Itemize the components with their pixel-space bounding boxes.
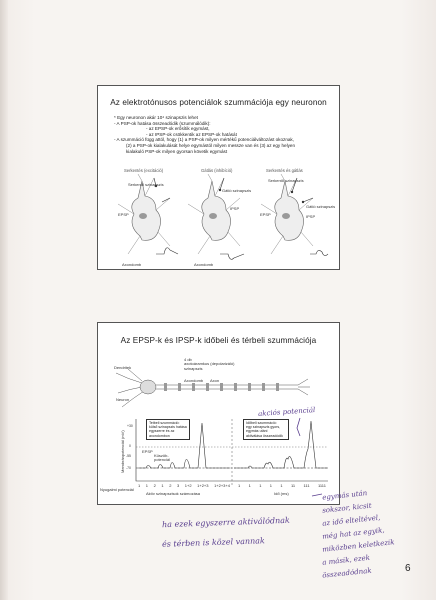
handwritten-note-bottom-1: ha ezek egyszerre aktiválódnak	[161, 515, 290, 530]
label-ipsp-3: IPSP	[306, 214, 316, 219]
x-axis-label-right: Idő (ms)	[274, 491, 289, 496]
bullet-line: - az EPSP-ok erősítik egymást,	[146, 126, 210, 132]
handwritten-note-right	[321, 486, 432, 580]
tick: 1	[145, 483, 149, 488]
tick: 1	[248, 483, 251, 488]
handwritten-note-bottom-2: és térben is közel vannak	[161, 536, 265, 549]
label-excitatory-synapse-3: Serkentő szinapszis	[268, 178, 304, 183]
bullet-line: - A szummáció függ attól, hogy (1) a PSP-ok milyen mértékű potenciálváltozást okoznak,	[114, 137, 295, 143]
note-line: egymás után	[321, 489, 368, 502]
label-inhibitory-synapse-3: Gátló szinapszis	[306, 204, 336, 209]
tick: 1	[238, 483, 241, 488]
tick: 1	[280, 483, 283, 488]
tick: 1	[259, 483, 262, 488]
label-axon-hillock-2: Axondomb	[194, 262, 214, 267]
bullet-line: - az IPSP-ok csökkentik az EPSP-ok hatását	[146, 131, 237, 137]
panel-header-inhibition: Gátlás (inhibíció)	[201, 168, 233, 173]
label-axon: Axon	[210, 378, 220, 383]
label-excitatory-synapse: Serkentő szinapszis	[128, 182, 164, 187]
x-ticks-right	[238, 483, 326, 488]
slide2-title: Az EPSP-k és IPSP-k időbeli és térbeli szummációja	[120, 336, 317, 345]
box-temporal-summation: Időbeli szummáció: egy szinapszis gyors, egymás utáni aktiválása összeadódik	[243, 419, 289, 440]
tick: 1	[269, 483, 273, 488]
note-line: sokszor, kicsit	[321, 501, 373, 515]
binder-edge	[0, 0, 8, 600]
tick: 1+2+3+4	[214, 483, 230, 488]
slide-electrotonic-summation	[97, 85, 340, 270]
bullet-line: (2) a PSP-ok kialakulását helye egymástól milyen messze van és (3) az egy helyen	[126, 142, 296, 148]
label-resting-potential: Nyugalmi potenciál	[100, 487, 134, 492]
label-axon-hillock: Axondomb	[184, 378, 204, 383]
note-line: még hat az egyik,	[321, 526, 385, 541]
tick: 3	[176, 483, 180, 488]
panel-header-excitation: Serkentés (excitáció)	[124, 168, 164, 173]
handwritten-note-action-potential: akciós potenciál	[257, 406, 316, 418]
note-line: az idő elteltével,	[321, 513, 381, 528]
label-ipsp: IPSP	[230, 206, 240, 211]
label-epsp: EPSP	[142, 449, 153, 454]
neuron-diagrams	[98, 86, 341, 271]
bullet-line: - A PSP-ok hatása összeadódik (szummálódik):	[114, 120, 211, 126]
box-spatial-summation: Tetbeli szummáció: külső szinapszis hatása egyszerre és az axondombon	[146, 419, 190, 440]
x-ticks-left	[138, 483, 230, 488]
note-line: összeadódnak	[321, 566, 372, 580]
bullet-line: * Egy neuronon akár 10⁴ szinapszis lehet	[114, 115, 198, 120]
tick: 111	[303, 483, 310, 488]
note-line: a másik, ezek	[321, 553, 371, 567]
tick: 1+2+3	[197, 483, 209, 488]
bullet-line: kialakuló PSP-ok milyen gyorsan követik egymást	[126, 148, 228, 154]
label-synapses: 4 db axotoáramkus (depolarizáló) szinapszis	[184, 357, 235, 371]
panel-header-both: Serkentés és gátlás	[266, 168, 303, 173]
label-epsp: EPSP	[118, 212, 129, 217]
x-axis-label-left: Aktív szinapszisok számozása	[146, 491, 201, 496]
page-number: 6	[405, 563, 411, 574]
tick: 2	[169, 483, 172, 488]
note-line: miközben keletkezik	[321, 538, 395, 554]
tick: 1+2	[184, 483, 192, 488]
tick: 2	[153, 483, 156, 488]
y-tick: -70	[126, 466, 131, 470]
slide1-title: Az elektrotónusos potenciálok szummációja egy neuronon	[110, 98, 327, 107]
label-epsp-3: EPSP	[260, 212, 271, 217]
label-dendrites: Dendritek	[114, 365, 132, 370]
y-tick: +30	[127, 424, 133, 428]
y-tick: 0	[129, 444, 131, 448]
label-threshold: Küszöb- potenciál	[154, 453, 171, 463]
y-tick: -55	[126, 454, 131, 458]
label-inhibitory-synapse: Gátló szinapszis	[222, 188, 252, 193]
tick: 11	[290, 483, 296, 488]
tick: 1111	[317, 483, 326, 488]
tick: 1	[138, 483, 141, 488]
label-axon-hillock: Axondomb	[122, 262, 142, 267]
y-axis-label: Membránpotenciál (mV)	[120, 430, 125, 473]
tick: 1	[161, 483, 164, 488]
label-neuron: Neuron	[116, 397, 130, 402]
